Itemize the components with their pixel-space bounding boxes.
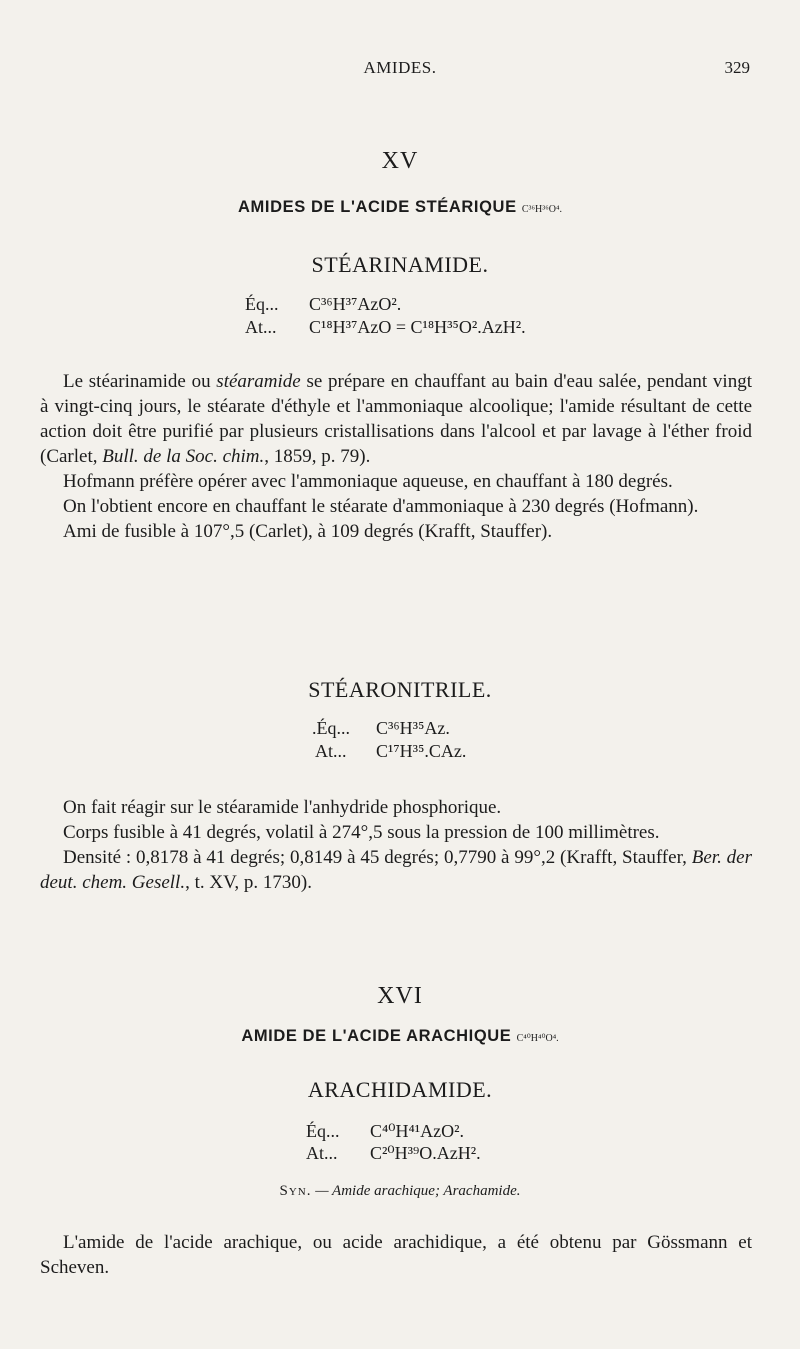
p1-italic: stéaramide (216, 371, 301, 392)
formula2-eq-label: .Éq... (312, 718, 350, 738)
formula-equivalent (245, 294, 401, 315)
formula-eq-value: C³⁶H³⁷AzO². (309, 294, 402, 314)
section-number-xvi: XVI (377, 983, 423, 1009)
formula-atomic (245, 317, 526, 338)
p1-text-b: se prépare en chauffant au bain d'eau salée, pendant vingt à vingt-cinq jours, le stéarate d'éthyle et l'ammoniaque alcoolique; l'amide résultant de cette action doit être purifié par plusieurs cristallisations dans l'alcool et par lavage à l'éther froid (Carlet, (40, 371, 752, 467)
p7-text-b: , t. XV, p. 1730). (185, 872, 312, 893)
p1-text-a: Le stéarinamide ou (63, 371, 217, 392)
section-title-xvi (0, 1027, 800, 1046)
section-title-text: AMIDE DE L'ACIDE ARACHIQUE (241, 1027, 512, 1045)
paragraph-fusible: Corps fusible à 41 degrés, volatil à 274°,5 sous la pression de 100 millimètres. (63, 822, 660, 843)
paragraph-melting-point: Ami de fusible à 107°,5 (Carlet), à 109 degrés (Krafft, Stauffer). (63, 521, 553, 542)
paragraph-arachidamide: L'amide de l'acide arachique, ou acide arachidique, a été obtenu par Gössmann et Scheven. (40, 1232, 752, 1278)
section-title-formula: C³⁶H³⁶O⁴. (521, 204, 562, 215)
compound-name-arachidamide: ARACHIDAMIDE. (307, 1077, 493, 1102)
paragraph-ammonium-stearate: On l'obtient encore en chauffant le stéarate d'ammoniaque à 230 degrés (Hofmann). (63, 496, 699, 517)
compound-name-stearinamide: STÉARINAMIDE. (311, 252, 489, 277)
formula3-eq-label: Éq... (306, 1121, 340, 1141)
formula2-equivalent (312, 718, 450, 739)
paragraph-hofmann: Hofmann préfère opérer avec l'ammoniaque aqueuse, en chauffant à 180 degrés. (63, 471, 673, 492)
formula2-at-value: C¹⁷H³⁵.CAz. (376, 741, 467, 761)
section-title-text: AMIDES DE L'ACIDE STÉARIQUE (238, 198, 517, 216)
section-title-formula: C⁴⁰H⁴⁰O⁴. (516, 1033, 559, 1044)
p1-citation: Bull. de la Soc. chim. (102, 446, 265, 467)
page-number: 329 (724, 58, 750, 77)
formula3-at-label: At... (306, 1143, 338, 1163)
formula2-atomic (315, 741, 466, 762)
p7-citation: Ber. der deut. chem. Gesell. (40, 847, 753, 893)
syn-label: Syn. (279, 1183, 312, 1199)
body-text-xv-part2 (40, 795, 752, 895)
formula3-at-value: C²⁰H³⁹O.AzH². (370, 1143, 481, 1163)
body-text-xv-part1 (40, 369, 752, 544)
formula3-eq-value: C⁴⁰H⁴¹AzO². (370, 1121, 465, 1141)
paragraph-density (40, 845, 752, 895)
section-title-xv (0, 198, 800, 217)
synonyms-line (0, 1183, 800, 1200)
compound-name-stearonitrile: STÉARONITRILE. (308, 677, 492, 702)
formula-eq-label: Éq... (245, 294, 279, 314)
formula-at-value: C¹⁸H³⁷AzO = C¹⁸H³⁵O².AzH². (309, 317, 526, 337)
formula2-at-label: At... (315, 741, 347, 761)
syn-text: — Amide arachique; Arachamide. (315, 1183, 521, 1199)
paragraph-reaction: On fait réagir sur le stéaramide l'anhydride phosphorique. (63, 797, 502, 818)
running-title: AMIDES. (363, 58, 437, 77)
section-number-xv: XV (381, 148, 419, 174)
formula-at-label: At... (245, 317, 277, 337)
p7-text-a: Densité : 0,8178 à 41 degrés; 0,8149 à 45 degrés; 0,7790 à 99°,2 (Krafft, Stauffer, (63, 847, 692, 868)
p1-text-c: , 1859, p. 79). (264, 446, 371, 467)
formula3-atomic (306, 1143, 481, 1164)
body-text-xvi (40, 1230, 752, 1280)
formula2-eq-value: C³⁶H³⁵Az. (376, 718, 450, 738)
paragraph-preparation (40, 369, 752, 469)
formula3-equivalent (306, 1121, 464, 1142)
